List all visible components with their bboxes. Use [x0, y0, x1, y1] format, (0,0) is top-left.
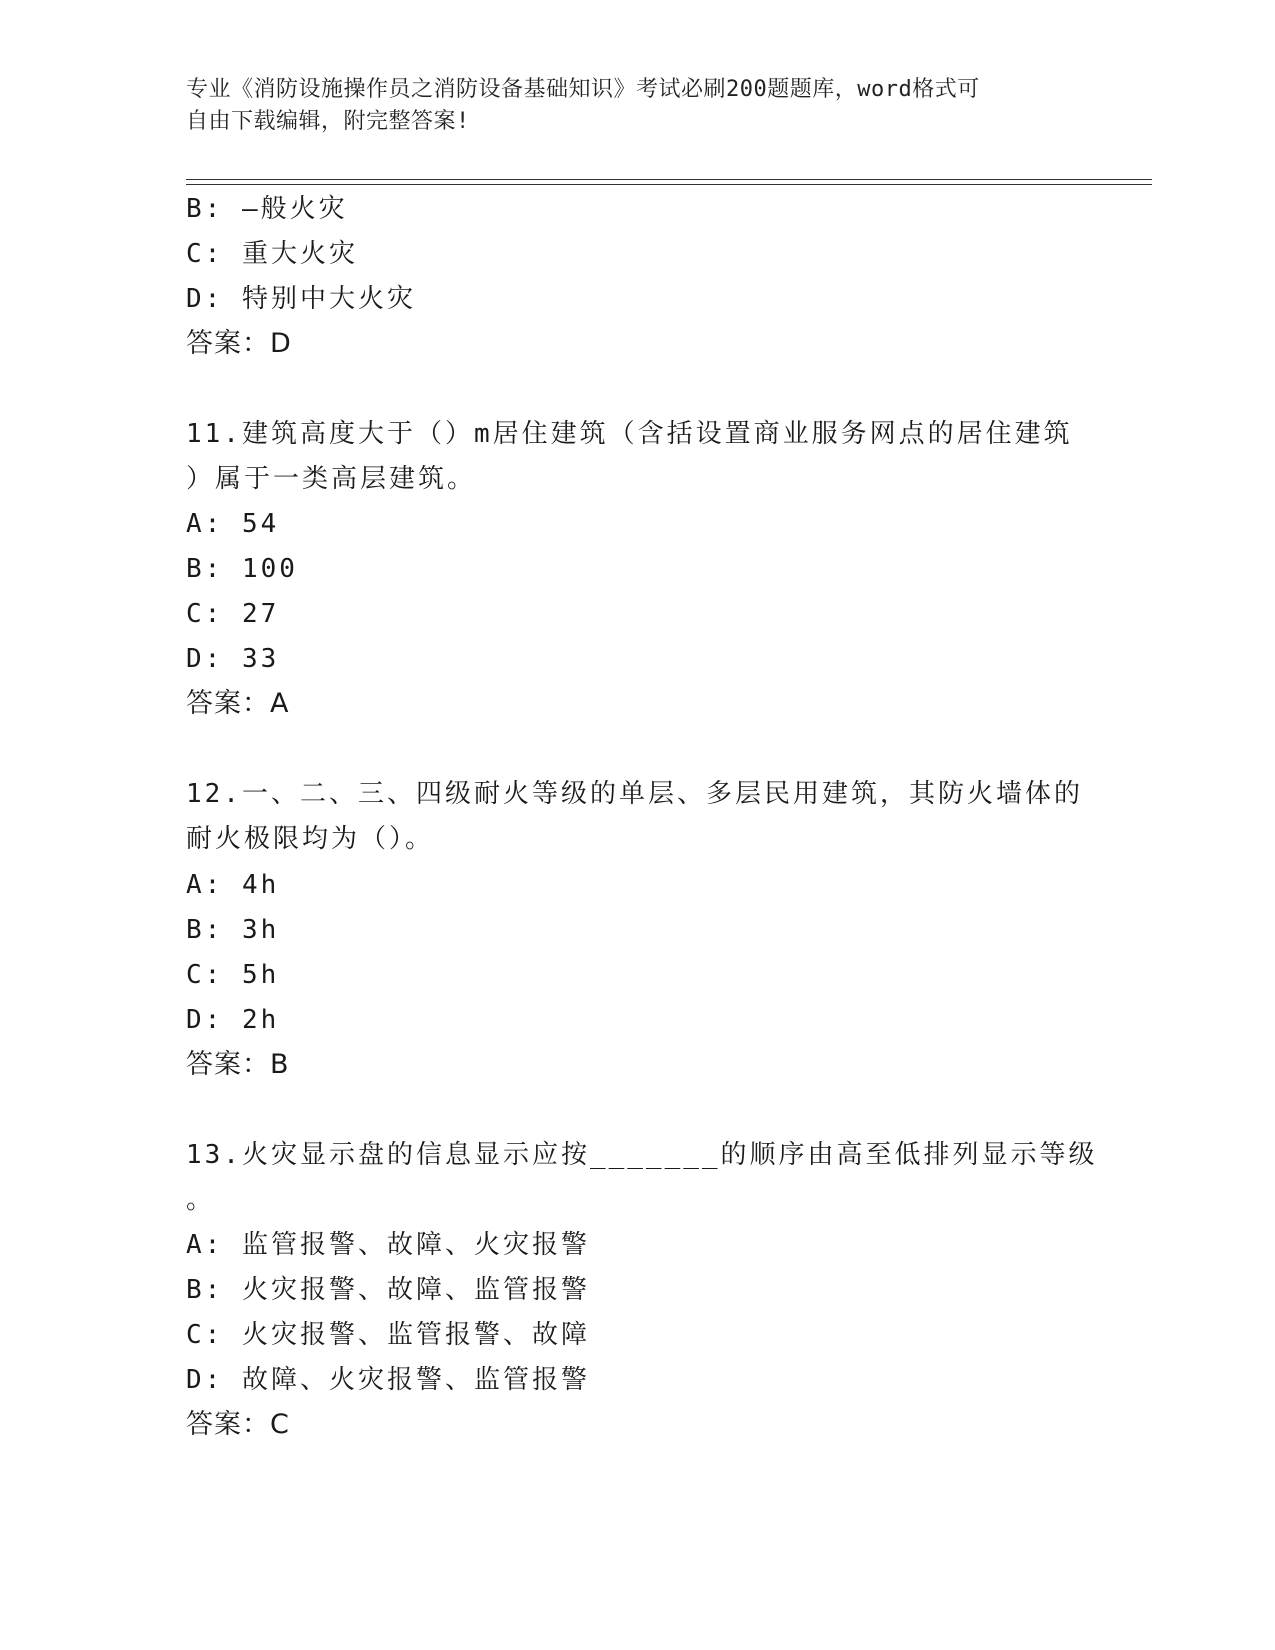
- q11-option-d: D: 33: [186, 644, 280, 674]
- q13-option-a: A: 监管报警、故障、火灾报警: [186, 1230, 590, 1260]
- header-divider-bottom: [186, 184, 1152, 185]
- q12-option-c: C: 5h: [186, 960, 280, 990]
- document-header: [186, 74, 1066, 138]
- q13-option-d: D: 故障、火灾报警、监管报警: [186, 1365, 590, 1395]
- q11-option-b: B: 100: [186, 554, 298, 584]
- q12-stem-line-1: 12.一、二、三、四级耐火等级的单层、多层民用建筑，其防火墙体的: [186, 779, 1083, 809]
- q11-stem-line-1: 11.建筑高度大于（）m居住建筑（含括设置商业服务网点的居住建筑: [186, 419, 1073, 449]
- q11-answer: 答案：A: [186, 688, 290, 719]
- q12-stem-line-2: 耐火极限均为（）。: [186, 824, 435, 854]
- q11-stem-line-2: ）属于一类高层建筑。: [186, 464, 477, 494]
- q10-option-b: B: —般火灾: [186, 194, 348, 224]
- q12-option-d: D: 2h: [186, 1005, 280, 1035]
- q13-option-b: B: 火灾报警、故障、监管报警: [186, 1275, 590, 1305]
- q13-option-c: C: 火灾报警、监管报警、故障: [186, 1320, 590, 1350]
- q10-option-d: D: 特别中大火灾: [186, 284, 416, 314]
- q11-option-c: C: 27: [186, 599, 280, 629]
- q10-answer: 答案：D: [186, 328, 292, 359]
- q12-option-a: A: 4h: [186, 870, 280, 900]
- q13-stem-line-2: 。: [186, 1185, 216, 1215]
- q12-option-b: B: 3h: [186, 915, 280, 945]
- q11-option-a: A: 54: [186, 509, 280, 539]
- q12-answer: 答案：B: [186, 1049, 290, 1080]
- header-line-1: 专业《消防设施操作员之消防设备基础知识》考试必刷200题题库，word格式可: [186, 77, 980, 102]
- header-line-2: 自由下载编辑，附完整答案!: [186, 109, 470, 134]
- q13-stem-line-1: 13.火灾显示盘的信息显示应按_______的顺序由高至低排列显示等级: [186, 1140, 1098, 1170]
- header-divider-top: [186, 179, 1152, 180]
- q13-answer: 答案：C: [186, 1409, 290, 1440]
- q10-option-c: C: 重大火灾: [186, 239, 358, 269]
